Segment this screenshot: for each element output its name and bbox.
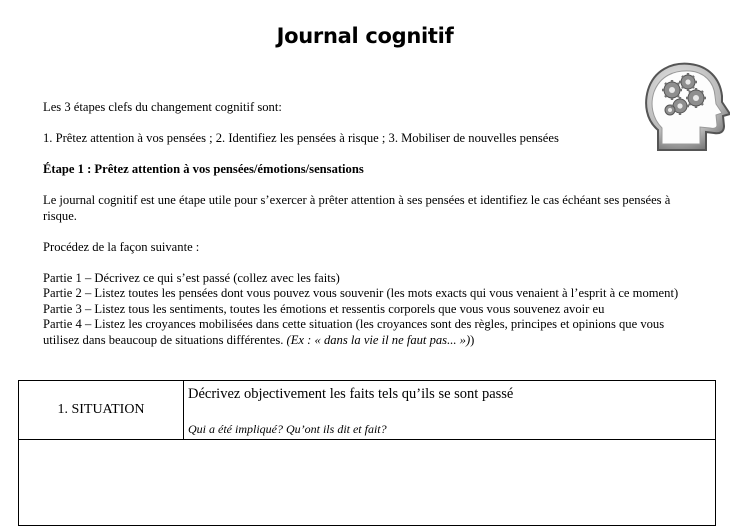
part-4-text: Partie 4 – Listez les croyances mobilisées dans cette situation (les croyances sont des règles, principes et opinions que vous utilisez dans beaucoup de situations différentes. <box>43 317 665 347</box>
page-title: Journal cognitif <box>276 24 454 48</box>
situation-label: 1. SITUATION <box>19 381 184 440</box>
etape-heading: Étape 1 : Prêtez attention à vos pensées/émotions/sensations <box>43 162 364 176</box>
part-1: Partie 1 – Décrivez ce qui s’est passé (collez avec les faits) <box>43 270 340 285</box>
worksheet-table <box>18 380 716 526</box>
intro-text: Les 3 étapes clefs du changement cognitif sont: <box>43 100 282 114</box>
steps-list: 1. Prêtez attention à vos pensées ; 2. Identifiez les pensées à risque ; 3. Mobiliser de nouvelles pensées <box>43 131 559 145</box>
part-4 <box>43 317 683 348</box>
situation-answer-cell[interactable] <box>19 440 716 526</box>
explanation-text: Le journal cognitif est une étape utile pour s’exercer à prêter attention à ses pensées et identifiez le cas échéant ses pensées à risque. <box>43 193 671 223</box>
part-3: Partie 3 – Listez tous les sentiments, toutes les émotions et ressentis corporels que vous vous souvenez avoir eu <box>43 301 605 316</box>
part-2: Partie 2 – Listez toutes les pensées dont vous pouvez vous souvenir (les mots exacts qui vous venaient à l’esprit à ce moment) <box>43 286 679 300</box>
parts-list <box>43 271 683 349</box>
situation-instruction-text: Décrivez objectivement les faits tels qu’ils se sont passé <box>188 386 514 402</box>
part-4-example: (Ex : « dans la vie il ne faut pas... ») <box>286 332 471 347</box>
situation-header-row <box>19 381 716 440</box>
situation-answer-row <box>19 440 716 526</box>
instructions-block <box>43 100 683 348</box>
procedure-text: Procédez de la façon suivante : <box>43 239 200 254</box>
situation-question-text: Qui a été impliqué? Qu’ont ils dit et fait? <box>188 422 387 436</box>
situation-instructions <box>184 381 716 440</box>
part-4-close: ) <box>470 332 475 347</box>
